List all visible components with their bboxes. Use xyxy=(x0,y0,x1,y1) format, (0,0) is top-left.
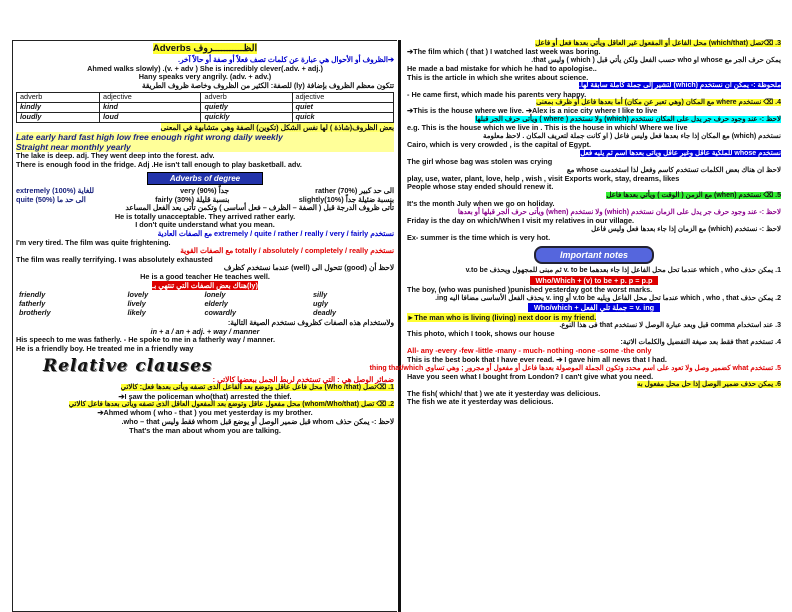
example-line: He made a bad mistake for which he had to apologise.. xyxy=(407,64,597,74)
table-row xyxy=(17,102,394,112)
degree-item: rather (70%) الى حد كبير xyxy=(315,185,394,195)
note-2-formula: Who/which + جملة تلي الفعل = v. ing xyxy=(528,303,660,312)
table-header: adverb xyxy=(17,92,100,102)
same-form-words: Late early hard fast high low free enough right wrong daily weekly xyxy=(16,132,283,143)
example-line: The boy, (who was punished )punished yesterday got the worst marks. xyxy=(407,285,653,295)
table-cell: quietly xyxy=(201,102,292,112)
note-4: 4. تستخدم that فقط بعد صيغة التفضيل والكلمات الاتية: xyxy=(620,339,781,347)
table-cell: lovely xyxy=(127,290,149,300)
whose-word-list: play, use, water, plant, love, help , wish , visit Exports work, stay, dreams, likes xyxy=(407,173,680,183)
relative-rule-3: 3. ⌫تصل (which/that) محل الفاعل أو المفعول غير العاقل ويأتي بعدها فعل أو فاعل xyxy=(535,40,781,47)
example-line: I'm very tired. The film was quite frightening. xyxy=(16,237,171,247)
degree-item: slightly(10%) بنسبة ضئيلة جداً xyxy=(298,194,394,204)
degree-item: very (90%) جداً xyxy=(180,185,230,195)
table-cell: ugly xyxy=(313,299,328,309)
example-line: - He came first, which made his parents very happy. xyxy=(407,89,587,99)
when-note: لاحظ :- عند وجود حرف جر يدل على الزمان نستخدم (which) ولا نستخدم (when) ويأتى حرف الجر قبلها أو بعدها xyxy=(457,208,781,216)
example-line: Have you seen what I bought from London? I can't give what you need. xyxy=(407,371,654,381)
example-line: The girl whose bag was stolen was crying xyxy=(407,157,553,167)
relative-rule-2: 2. ⌫ تصل (whom/Who/that) محل مفعول عاقل وتوضع بعد المفعول العاقل الذى تصفه ويأتى بعدها فاعل كالاتي xyxy=(68,401,394,409)
example-line: He is totally unacceptable. They arrived rather early. xyxy=(114,211,296,221)
degree-item: extremely (100%) للغاية xyxy=(16,185,94,195)
relative-definition: ضمائر الوصل هي : التي تستخدم لربط الجمل ببعضها كالاتي : xyxy=(212,374,394,384)
note-2: 2. يمكن حذف which , who , that عندما تحل محل الفاعل ويليه v.to be أو v. ing يحذف الفعل الأساسى مضافا اليه ing. xyxy=(435,294,781,302)
example-line: This is the article in which she writes about science. xyxy=(407,72,589,82)
table-cell: loudly xyxy=(17,112,100,122)
table-cell: likely xyxy=(127,308,146,318)
table-row xyxy=(16,309,394,318)
example-line: The lake is deep. adj. They went deep into the forest. adv. xyxy=(16,151,215,161)
same-form-words-box xyxy=(16,132,394,152)
table-cell: quick xyxy=(292,112,393,122)
example-line: That's the man about whom you are talking. xyxy=(129,425,281,435)
example-line: ►The man who is living (living) next door is my friend. xyxy=(407,312,597,322)
same-form-rule: بعض الظروف(شاذة ) لها نفس الشكل (تكوين) الصفة وهي متشابهة في المعنى xyxy=(160,122,394,132)
example-line: It's the month July when we go on holiday. xyxy=(407,199,555,209)
example-line: This photo, which I took, shows our house xyxy=(407,329,555,339)
example-line: I don't quite understand what you mean. xyxy=(135,220,275,230)
example-line: e.g. This is the house which we live in . This is the house in which/ Where we live xyxy=(407,123,688,133)
table-cell: quiet xyxy=(292,102,393,112)
degree-item: fairly (30%) بنسبة قليلة xyxy=(155,194,230,204)
example-line: This is the best book that I have ever read. ➔ I gave him all news that I had. xyxy=(407,354,667,364)
whose-rule: نستخدم whose للملكية عاقل وغير عاقل ويأتى بعدها اسم ثم يليه فعل xyxy=(580,149,781,157)
when-note-2: لاحظ :- نستخدم (which) مع الزمان إذا جاء بعدها فعل وليس فاعل xyxy=(591,225,781,233)
table-cell: silly xyxy=(313,290,328,300)
example-line: He is a friendly boy. He treated me in a friendly way xyxy=(16,344,194,354)
note-1-formula: Who/Which + (v) to be + p. p = p.p xyxy=(530,276,659,285)
ly-adjectives-rule: هناك بعض الصفات التي تنتهي بـ(ly) xyxy=(152,280,258,290)
table-cell: deadly xyxy=(313,308,337,318)
example-line: Ahmed walks slowly) .(v. + adv ) She is incredibly clever(.adv. + adj.) xyxy=(87,63,323,73)
that-word-list: All- any -every -few -little -many - much- nothing -none -some -the only xyxy=(407,346,652,356)
table-header: adjective xyxy=(100,92,201,102)
example-line: ➔Ahmed whom ( who - that ) you met yesterday is my brother. xyxy=(97,408,313,418)
table-cell: loud xyxy=(100,112,201,122)
table-cell: kind xyxy=(100,102,201,112)
ly-rule: ولاستخدام هذه الصفات كظروف نستخدم الصيغة التالية: xyxy=(227,318,394,328)
table-cell: quickly xyxy=(201,112,292,122)
note-5: 5. تستخدم what كضمير وصل ولا تعود على اسم محدد وتكون الجملة الموصولة بعدها فاعل أو مفعول أو مجرور ; وهي تساوي thing that/which xyxy=(369,364,781,372)
good-well-rule: لاحظ أن (good) تتحول الى (well) عندما نستخدم كظرف xyxy=(223,263,394,273)
example-line: ➔This is the house where we live. ➔Alex is a nice city where I like to live xyxy=(407,106,658,116)
relative-rule-4: 4. ⌫ نستخدم where مع المكان (وهي تعبر عن مكان) أما بعدها فاعل أو ظرف بمعنى xyxy=(536,99,781,107)
left-column xyxy=(12,40,397,612)
which-note: ملحوظة :- يمكن أن نستخدم (which) لتشير إلى جملة كاملة سابقة لها. xyxy=(579,82,781,90)
same-form-words: Straight near monthly yearly xyxy=(16,142,131,153)
table-cell: brotherly xyxy=(19,308,51,318)
example-line: The fish we ate it yesterday was delicious. xyxy=(407,397,554,407)
example-line: The fish( which/ that ) we ate it yesterday was delicious. xyxy=(407,388,601,398)
table-header: adjective xyxy=(292,92,393,102)
example-line: ➔I saw the policeman who(that) arrested the thief. xyxy=(118,391,292,401)
example-line: There is enough food in the fridge. Adj .He isn't tall enough to play basketball. adv. xyxy=(16,159,302,169)
where-note: لاحظ :- عند وجود حرف جر يدل على المكان نستخدم (which) ولا نستخدم ( where ) ويأتى حرف الجر قبلها xyxy=(475,116,781,124)
degree-rule: تأتى ظروف الدرجة قبل ( الصفة – الظرف – فعل أساسى ) وتكمن تأتى بعد الفعل المساعد xyxy=(125,203,394,213)
page-title: Adverbs الظـــــــــــروف xyxy=(152,43,258,54)
ordinary-adjectives-rule: نستخدم extremely / quite / rather / really / very / fairly مع الصفات العادية xyxy=(157,228,394,238)
example-line: People whose stay ended should renew it. xyxy=(407,182,554,192)
example-line: The film was really terrifying. I was absolutely exhausted xyxy=(16,254,213,264)
whose-note: لاحظ ان هناك بعض الكلمات تستخدم كاسم وفعل لذا استخدمت whose مع xyxy=(566,166,781,174)
table-cell: elderly xyxy=(204,299,228,309)
note-3: 3. عند استخدام comma قبل وبعد عبارة الوصل لا نستخدم that فى هذا النوع. xyxy=(559,322,781,330)
preposition-rule: يمكن حرف الجر مع whose او who حسب الفعل ولكن يأتي قبل ( which ) وليس that. xyxy=(531,56,781,64)
table-cell: lively xyxy=(127,299,146,309)
ly-formula: in + a / an + adj. + way / manner xyxy=(150,326,260,336)
relative-clauses-title: Relative clauses xyxy=(43,355,213,376)
example-line: He is a good teacher He teaches well. xyxy=(140,272,270,282)
relative-rule-1: 1. ⌫تصل (Who /that) محل فاعل عاقل وتوضع بعد الفاعل الذى تصفه ويأتى بعدها فعل: كالاتي xyxy=(120,384,394,392)
formation-rule: تتكون معظم الظروف بإضافة (ly) للصفة: الكثير من الظروف وخاصة ظروف الطريقة xyxy=(141,81,394,91)
column-divider xyxy=(398,40,401,612)
when-rule: 5. ⌫ نستخدم (when) مع الزمن ( الوقت ) ويأتي بعدها فاعل xyxy=(606,192,781,200)
note-6: 6. يمكن حذف ضمير الوصل إذا حل محل مفعول به xyxy=(637,381,781,389)
table-cell: fatherly xyxy=(19,299,46,309)
table-cell: kindly xyxy=(17,102,100,112)
note-1: 1. يمكن حذف which , who عندما تحل محل الفاعل إذا جاء بعدهما v. to be ثم مبنى للمجهول ويحذف v.to be xyxy=(465,267,781,275)
table-cell: friendly xyxy=(19,290,46,300)
example-line: Ex- summer is the time which is very hot. xyxy=(407,233,551,243)
relative-note: لاحظ :- يمكن حذف whom قبل ضمير الوصل أو يوضع قبل whom فقط وليس who – that. xyxy=(121,417,394,427)
strong-adjectives-rule: نستخدم totally / absolutely / completely / really مع الصفات القوية xyxy=(180,246,394,256)
table-row xyxy=(17,112,394,122)
important-notes-banner: Important notes xyxy=(534,246,654,265)
adverb-table xyxy=(16,92,394,123)
table-cell: cowardly xyxy=(204,308,237,318)
ly-adjectives-table xyxy=(16,291,394,318)
right-column xyxy=(369,40,784,407)
intro-rule: ➔الظروف أو الأحوال هي عبارة عن كلمات تصف فعلاً أو صفة أو حالاً آخر. xyxy=(178,55,394,65)
example-line: His speech to me was fatherly. - He spoke to me in a fatherly way / manner. xyxy=(16,335,275,345)
example-line: Cairo, which is very crowded , is the capital of Egypt. xyxy=(407,140,592,150)
example-line: Friday is the day on which/When I visit my relatives in our village. xyxy=(407,216,635,226)
example-line: Hany speaks very angrily. (adv. + adv.) xyxy=(138,72,272,82)
where-note-2: نستخدم (which) مع المكان إذا جاء بعدها فعل وليس فاعل ( او كانت جملة لتعريف المكان . لاحظ معلومة xyxy=(483,132,781,140)
table-header: adverb xyxy=(201,92,292,102)
example-line: ➔The film which ( that ) I watched last week was boring. xyxy=(407,47,601,57)
degree-item: quite (50%) الى حد ما xyxy=(16,194,86,204)
table-cell: lonely xyxy=(204,290,226,300)
degree-banner: Adverbs of degree xyxy=(147,172,263,185)
